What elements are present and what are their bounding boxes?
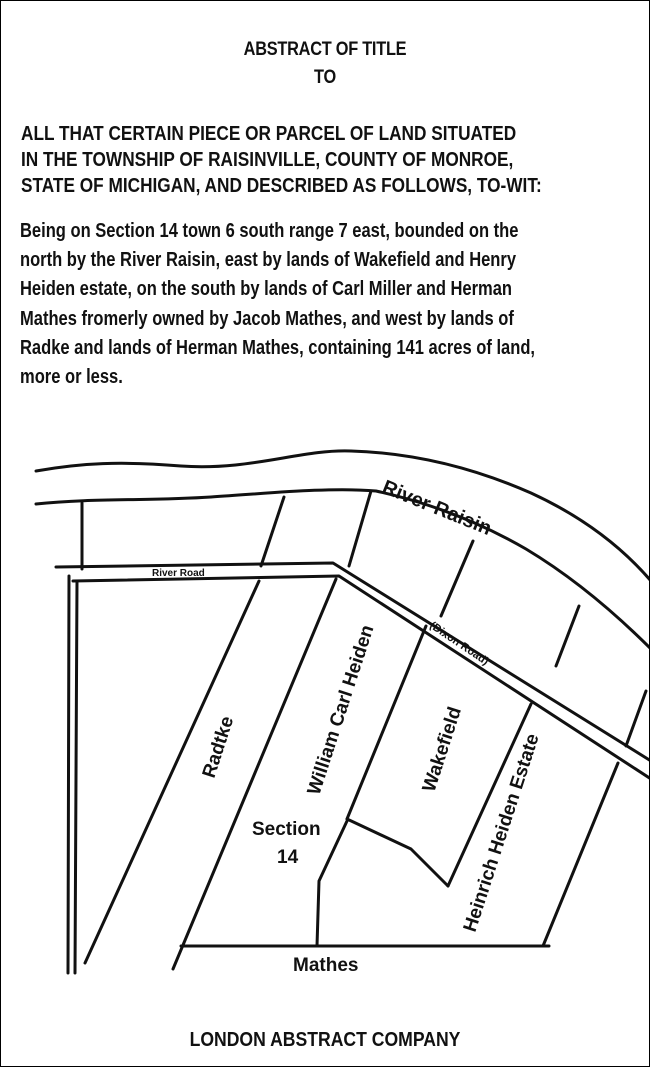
document-title: ABSTRACT OF TITLE [243, 39, 407, 60]
mathes-label: Mathes [293, 955, 359, 976]
parcel-label-wakefield: Wakefield [418, 704, 466, 795]
william-boundary-north [349, 491, 371, 566]
west-road-right-edge [75, 581, 77, 973]
section-label: Section [252, 819, 321, 840]
radtke-boundary-north [261, 497, 284, 566]
wakefield-boundary-north [441, 541, 473, 616]
parcel-label-heinrich-heiden-estate: Heinrich Heiden Estate [459, 731, 544, 935]
radtke-boundary-west [85, 581, 259, 963]
dixon-road-label: (Dixon Road) [427, 619, 491, 668]
company-name: LONDON ABSTRACT COMPANY [189, 1029, 461, 1051]
document-title-to: TO [314, 67, 336, 88]
river-north-bank [36, 451, 650, 581]
parcel-label-william-carl-heiden: William Carl Heiden [303, 622, 379, 798]
parcel-map [1, 1, 650, 1067]
east-boundary-north [626, 691, 646, 746]
east-boundary-south [543, 763, 618, 946]
intro-line: ALL THAT CERTAIN PIECE OR PARCEL OF LAND SITUATED [21, 123, 517, 145]
section-number: 14 [277, 847, 299, 868]
section14-boundary [347, 819, 448, 886]
parcel-label-radtke: Radtke [198, 713, 239, 781]
west-road-left-edge [68, 576, 69, 973]
intro-line: IN THE TOWNSHIP OF RAISINVILLE, COUNTY OF MONROE, [21, 149, 514, 171]
intro-line: STATE OF MICHIGAN, AND DESCRIBED AS FOLLOWS, TO-WIT: [21, 175, 542, 197]
section14-west-line [317, 821, 347, 946]
heinrich-boundary-north [556, 606, 579, 666]
river-label: River Raisin [379, 476, 495, 540]
river-road-label: River Road [152, 568, 205, 579]
legal-description: Being on Section 14 town 6 south range 7 east, bounded on the north by the River Raisin, east by lands of Wakefield and Henry Heiden estate, on the south by lands of Carl Miller and Herman Mathes fromerly owned by Jacob Mathes, and west by lands of Radke and lands of Herman Mathes, containing 141 acres of land, more or less. [20, 220, 536, 389]
